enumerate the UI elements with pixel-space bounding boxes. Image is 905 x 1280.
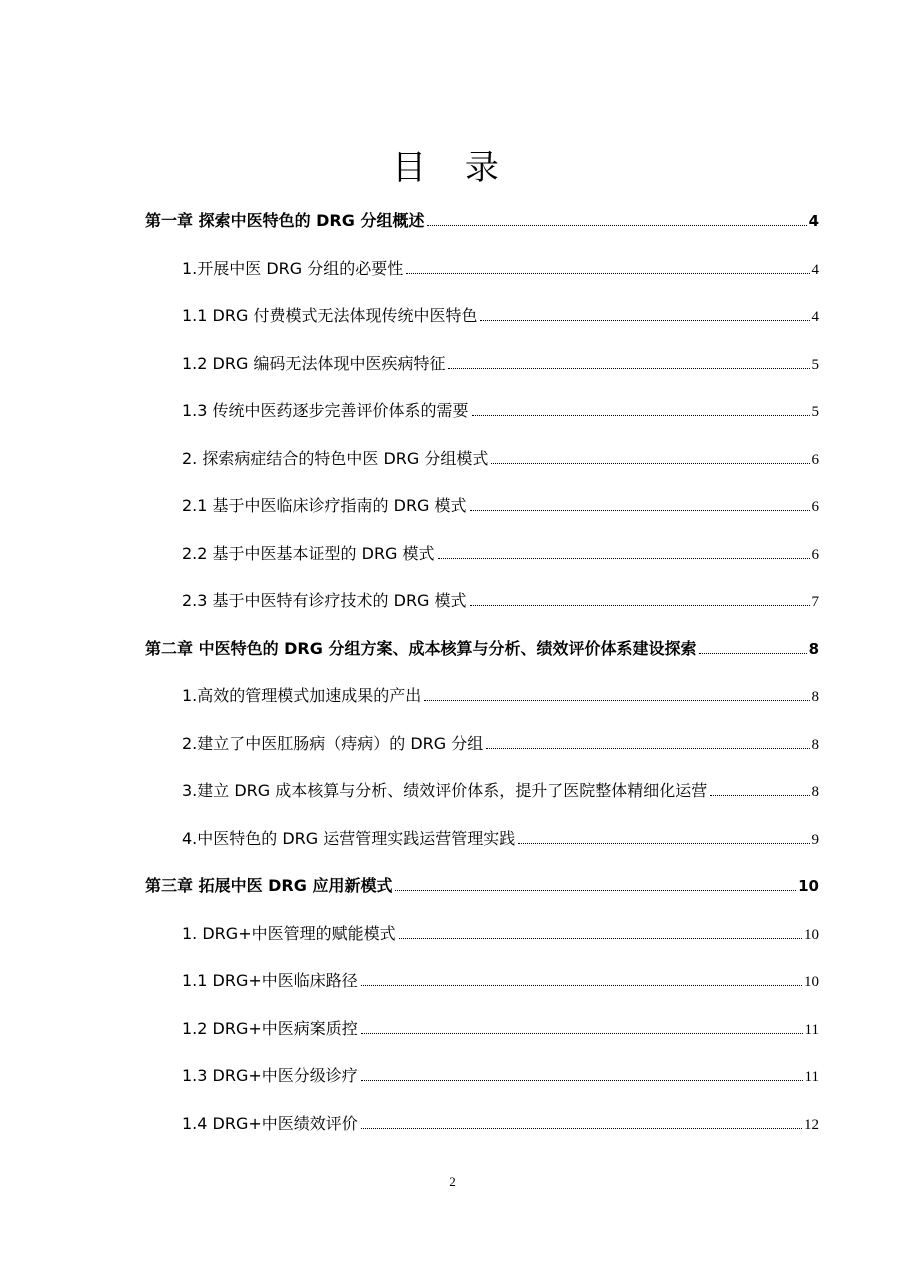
toc-entry[interactable]	[182, 303, 819, 326]
toc-entry[interactable]	[182, 1063, 819, 1086]
toc-entry-text: 1. DRG+中医管理的赋能模式	[182, 923, 396, 943]
toc-entry-text: 1.4 DRG+中医绩效评价	[182, 1113, 358, 1133]
toc-entry[interactable]	[182, 826, 819, 849]
toc-leader-dots	[361, 984, 802, 986]
toc-leader-dots	[486, 747, 809, 749]
toc-entry[interactable]	[182, 446, 819, 469]
toc-entry-page: 11	[804, 1021, 819, 1038]
toc-entry-text: 1.1 DRG 付费模式无法体现传统中医特色	[182, 306, 478, 325]
toc-entry[interactable]	[182, 541, 819, 564]
toc-entry-text: 2.2 基于中医基本证型的 DRG 模式	[182, 543, 435, 563]
toc-entry-text: 1.1 DRG+中医临床路径	[182, 971, 358, 990]
page-number: 2	[449, 1174, 456, 1189]
toc-entry-text: 2.建立了中医肛肠病（痔病）的 DRG 分组	[182, 733, 484, 753]
toc-leader-dots	[491, 462, 809, 464]
toc-entry[interactable]	[182, 968, 819, 991]
toc-entry-text: 第二章 中医特色的 DRG 分组方案、成本核算与分析、绩效评价体系建设探索	[145, 638, 697, 658]
toc-entry-text: 第一章 探索中医特色的 DRG 分组概述	[145, 211, 425, 230]
toc-title: 目 录	[392, 148, 513, 188]
toc-chapter-entry[interactable]	[145, 636, 819, 659]
toc-entry-page: 8	[811, 689, 819, 705]
toc-entry-page: 10	[798, 877, 819, 895]
toc-entry[interactable]	[182, 921, 819, 944]
toc-leader-dots	[361, 1032, 803, 1034]
toc-leader-dots	[470, 509, 810, 511]
toc-entry-text: 2.1 基于中医临床诊疗指南的 DRG 模式	[182, 496, 467, 515]
toc-entry-text: 1.开展中医 DRG 分组的必要性	[182, 258, 404, 278]
toc-entry-page: 4	[808, 212, 819, 230]
toc-entry[interactable]	[182, 493, 819, 516]
toc-entry[interactable]	[182, 256, 819, 279]
toc-entry-page: 4	[811, 261, 819, 278]
toc-leader-dots	[399, 937, 802, 939]
toc-leader-dots	[710, 794, 809, 796]
toc-entry[interactable]	[182, 683, 819, 706]
toc-entry-page: 7	[811, 594, 819, 610]
toc-entry-text: 1.高效的管理模式加速成果的产出	[182, 686, 422, 705]
toc-entry-page: 6	[811, 499, 819, 515]
toc-entry[interactable]	[182, 1016, 819, 1039]
toc-entry[interactable]	[182, 351, 819, 374]
toc-entry-page: 6	[811, 546, 819, 563]
toc-entry-page: 12	[804, 1116, 819, 1133]
toc-chapter-entry[interactable]	[145, 873, 819, 896]
toc-entry-page: 5	[811, 356, 819, 373]
toc-entry[interactable]	[182, 1111, 819, 1134]
toc-entry-page: 8	[811, 736, 819, 753]
toc-entry-page: 5	[811, 404, 819, 420]
toc-leader-dots	[361, 1079, 803, 1081]
toc-leader-dots	[438, 557, 810, 559]
toc-chapter-entry[interactable]	[145, 208, 819, 231]
toc-leader-dots	[406, 272, 809, 274]
toc-entry-text: 2. 探索病症结合的特色中医 DRG 分组模式	[182, 448, 489, 468]
toc-entry[interactable]	[182, 398, 819, 421]
toc-leader-dots	[470, 604, 810, 606]
toc-leader-dots	[518, 842, 809, 844]
toc-leader-dots	[427, 224, 806, 226]
toc-entry-text: 4.中医特色的 DRG 运营管理实践运营管理实践	[182, 828, 516, 848]
toc-entry-page: 10	[804, 974, 819, 990]
toc-entry-page: 8	[811, 784, 819, 800]
toc-entry-text: 1.2 DRG+中医病案质控	[182, 1018, 358, 1038]
toc-entry-text: 2.3 基于中医特有诊疗技术的 DRG 模式	[182, 591, 467, 610]
toc-leader-dots	[424, 699, 809, 701]
toc-entry-page: 8	[808, 639, 819, 658]
toc-entry-text: 3.建立 DRG 成本核算与分析、绩效评价体系，提升了医院整体精细化运营	[182, 781, 708, 800]
toc-entry-page: 6	[811, 451, 819, 468]
toc-leader-dots	[480, 319, 809, 321]
toc-entry-text: 1.3 传统中医药逐步完善评价体系的需要	[182, 401, 469, 420]
toc-leader-dots	[448, 367, 809, 369]
toc-entry[interactable]	[182, 731, 819, 754]
toc-entry[interactable]	[182, 588, 819, 611]
toc-entry[interactable]	[182, 778, 819, 801]
toc-leader-dots	[361, 1127, 802, 1129]
toc-leader-dots	[699, 652, 806, 654]
toc-entry-page: 11	[804, 1069, 819, 1085]
toc-entry-text: 第三章 拓展中医 DRG 应用新模式	[145, 876, 393, 895]
toc-entry-text: 1.2 DRG 编码无法体现中医疾病特征	[182, 353, 446, 373]
toc-entry-page: 10	[804, 926, 819, 943]
toc-entry-page: 9	[811, 831, 819, 848]
toc-entry-text: 1.3 DRG+中医分级诊疗	[182, 1066, 358, 1085]
toc-leader-dots	[395, 889, 796, 891]
toc-entry-page: 4	[811, 309, 819, 325]
toc-leader-dots	[472, 414, 810, 416]
